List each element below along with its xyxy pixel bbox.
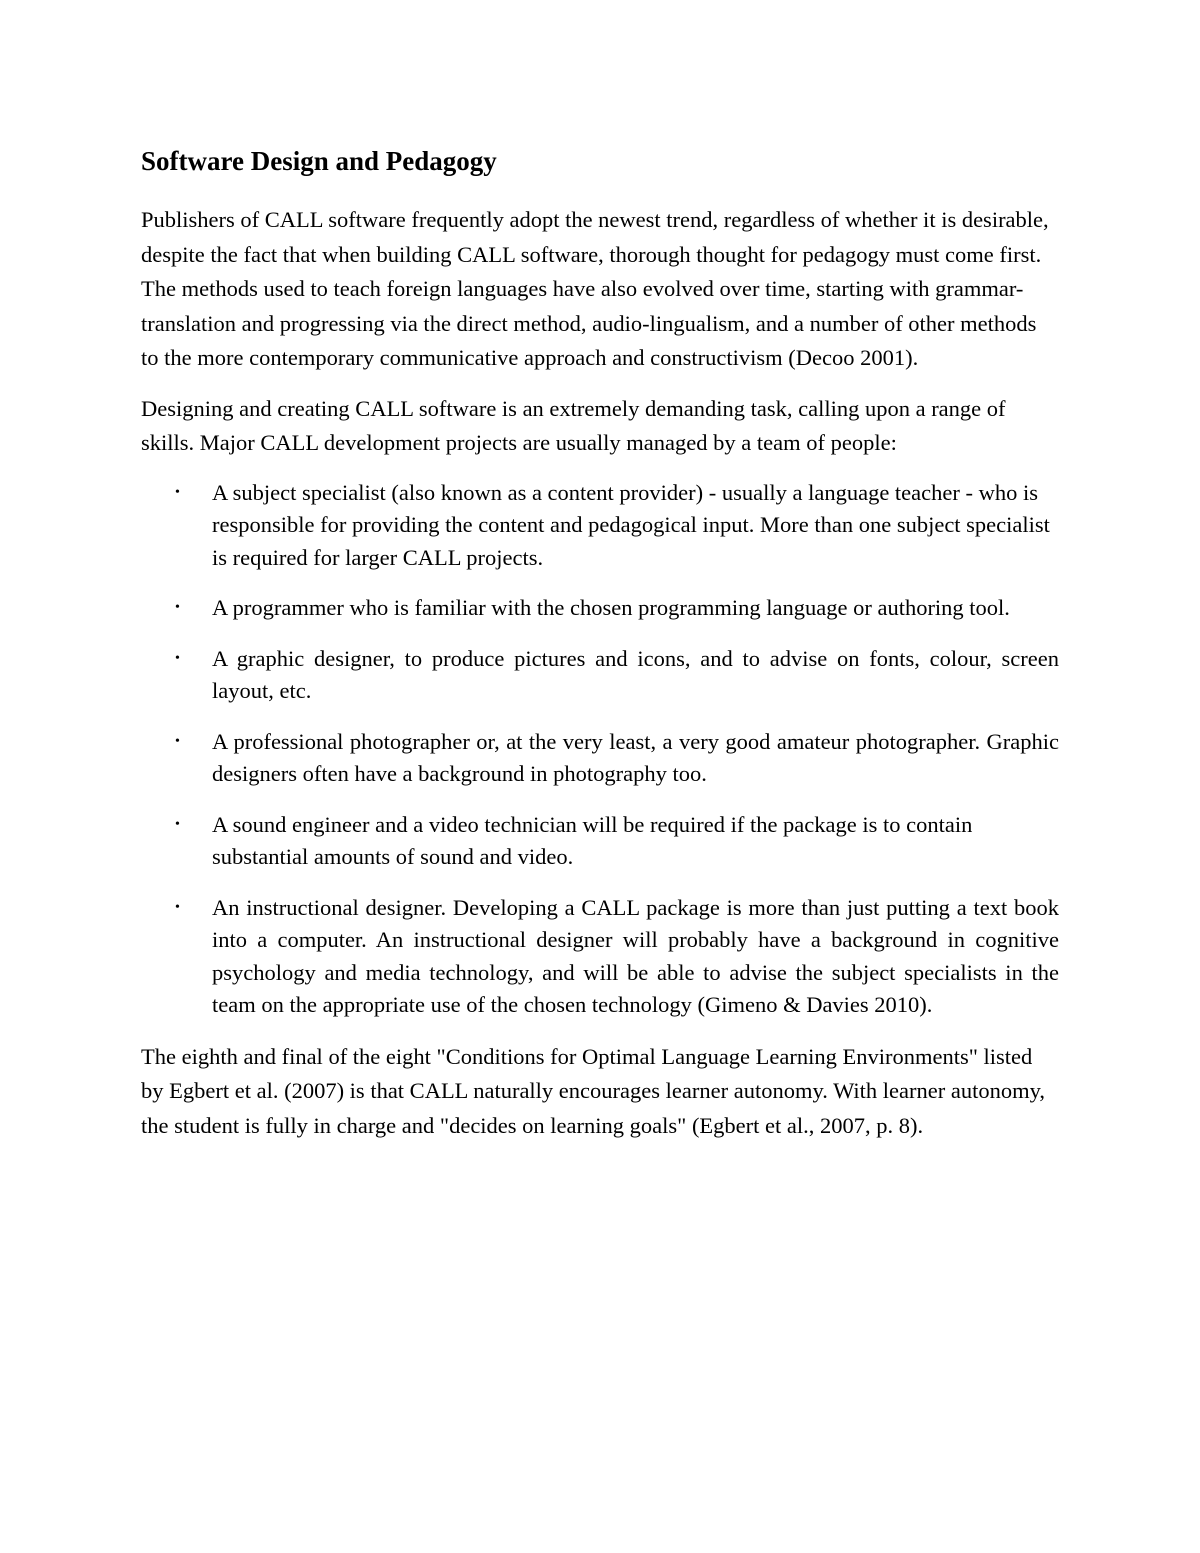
- bullet-icon: •: [175, 816, 180, 832]
- list-item-text: A programmer who is familiar with the chosen programming language or authoring tool.: [212, 595, 1010, 620]
- bullet-icon: •: [175, 733, 180, 749]
- list-item-text: A graphic designer, to produce pictures and icons, and to advise on fonts, colour, screen layout, etc.: [212, 645, 1059, 703]
- list-item: [141, 477, 1059, 575]
- list-item-text: A professional photographer or, at the very least, a very good amateur photographer. Graphic designers often have a background in photography too.: [212, 728, 1059, 786]
- team-roles-list: [141, 477, 1059, 1022]
- page-title: Software Design and Pedagogy: [141, 146, 497, 176]
- list-item: [141, 726, 1059, 791]
- bullet-icon: •: [175, 650, 180, 666]
- bullet-icon: •: [175, 484, 180, 500]
- list-item-text: An instructional designer. Developing a CALL package is more than just putting a text book into a computer. An instructional designer will probably have a background in cognitive psychology and media technology, and will be able to advise the subject specialists in the team on the appropriate use of the chosen technology (Gimeno & Davies 2010).: [212, 894, 1059, 1017]
- document-body: [141, 141, 1059, 1159]
- list-item-text: A sound engineer and a video technician will be required if the package is to contain substantial amounts of sound and video.: [212, 811, 973, 869]
- closing-paragraph: The eighth and final of the eight "Conditions for Optimal Language Learning Environments" listed by Egbert et al. (2007) is that CALL naturally encourages learner autonomy. With learner autonomy, the student is fully in charge and "decides on learning goals" (Egbert et al., 2007, p. 8).: [141, 1043, 1046, 1138]
- list-item: [141, 809, 1059, 874]
- bullet-icon: •: [175, 600, 180, 615]
- team-intro-paragraph: Designing and creating CALL software is an extremely demanding task, calling upon a range of skills. Major CALL development projects are usually managed by a team of people:: [141, 395, 1006, 455]
- list-item: [141, 643, 1059, 708]
- list-item: [141, 592, 1059, 625]
- list-item-text: A subject specialist (also known as a content provider) - usually a language teacher - who is responsible for providing the content and pedagogical input. More than one subject specialist is required for larger CALL projects.: [212, 479, 1050, 570]
- list-item: [141, 892, 1059, 1022]
- intro-paragraph: Publishers of CALL software frequently adopt the newest trend, regardless of whether it is desirable, despite the fact that when building CALL software, thorough thought for pedagogy must come first. The methods used to teach foreign languages have also evolved over time, starting with grammar-translation and progressing via the direct method, audio-lingualism, and a number of other methods to the more contemporary communicative approach and constructivism (Decoo 2001).: [141, 207, 1049, 370]
- bullet-icon: •: [175, 899, 180, 915]
